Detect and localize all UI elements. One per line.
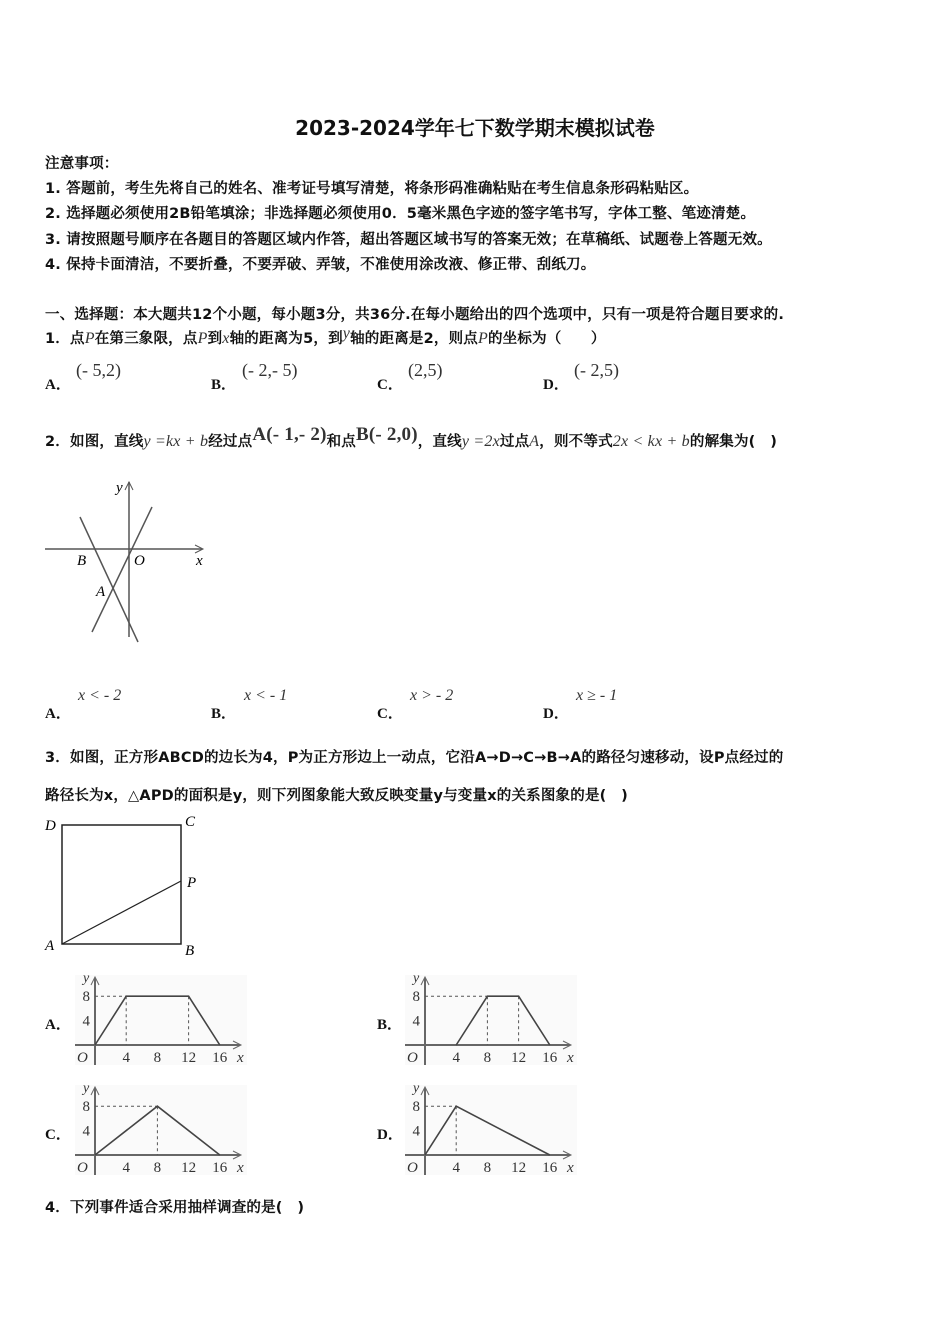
- question-1: 1．点P在第三象限，点P到x轴的距离为5，到y轴的距离是2，则点P的坐标为（ ）: [45, 325, 606, 347]
- graph-option-a[interactable]: [75, 970, 250, 1070]
- y-tick-label: 8: [412, 1099, 420, 1116]
- option-value: (- 2,- 5): [242, 360, 298, 380]
- y-tick-label: 4: [412, 1123, 420, 1140]
- option-value: x < - 1: [244, 687, 288, 704]
- option-value: x ≥ - 1: [576, 687, 618, 704]
- fig-label: x: [196, 553, 203, 569]
- y-axis-label: y: [413, 971, 420, 986]
- question-3-line2: 路径长为x，△APD的面积是y，则下列图象能大致反映变量y与变量x的关系图象的是( ): [45, 788, 628, 804]
- option-label: A．: [45, 1017, 71, 1033]
- fig-label: A: [96, 584, 106, 600]
- option-value: x > - 2: [410, 687, 454, 704]
- notes-heading: 注意事项：: [45, 156, 119, 172]
- y-tick-label: 4: [82, 1123, 90, 1140]
- q2-figure: [40, 472, 220, 647]
- y-tick-label: 4: [412, 1013, 420, 1030]
- option-value: (- 2,5): [574, 360, 619, 380]
- x-tick-label: 4: [122, 1160, 130, 1176]
- x-axis-label: x: [237, 1050, 244, 1066]
- option-value: (- 5,2): [76, 360, 121, 380]
- option-label: C．: [45, 1127, 71, 1143]
- exam-page: 2023-2024学年七下数学期末模拟试卷 注意事项： 1. 答题前，考生先将自己的姓名、准考证号填写清楚，将条形码准确粘贴在考生信息条形码粘贴区。 2. 选择题必须使用2B铅笔填涂；非选择题必须使用0．5毫米黑色字迹的签字笔书写，字体工整、笔迹清楚。 3. 请按照题号顺序在各题目的答题区域内作答，超出答题区域书写的答案无效；在草稿纸、试题卷上答题无效。 4. 保持卡面清洁，不要折叠，不要弄破、弄皱，不准使用涂改液、修正带、刮纸刀。 一、选择题：本大题共12个小题，每小题3分，共36分.在每小题给出的四个选项中，只有一项是符合题目要求的. 1．点P在第三象限，点P到x轴的距离为5，到y轴的距离是2，则点P的坐标为（ ） A． (- 5,2) B． (- 2,- 5) C． (2,5) D． (- 2,5) 2．如图，直线y =kx + b经过点A(- 1,- 2)和点B(- 2,0)，直线y =2x过点A，则不等式2x < kx + b的解集为( ) y B O x A A． x < - 2 B． x < - 1 C． x > - 2 D． x ≥ - 1 3．如图，正方形ABCD的边长为4，P为正方形边上一动点，它沿A→D→C→B→A的路径匀速移动，设P点经过的 路径长为x，△APD的面积是y，则下列图象能大致反映变量y与变量x的关系图象的是( ) D C P A B A． 4 8 12 16 4 8 O x y B． 4 8 12 16 4 8 O x y C． 4 8 12 16 4 8 O x y D． 4 8 12 16 4 8 O x y 4．下列事件适合采用抽样调查的是( ): [0, 0, 950, 1344]
- note-item: 2. 选择题必须使用2B铅笔填涂；非选择题必须使用0．5毫米黑色字迹的签字笔书写，字体工整、笔迹清楚。: [45, 206, 756, 222]
- fig-label: D: [45, 818, 56, 834]
- page-title: 2023-2024学年七下数学期末模拟试卷: [295, 116, 655, 140]
- option-label: D．: [377, 1127, 403, 1143]
- x-tick-label: 12: [511, 1050, 527, 1066]
- question-4: 4．下列事件适合采用抽样调查的是( ): [45, 1200, 305, 1216]
- y-tick-label: 8: [82, 989, 90, 1006]
- y-axis-label: y: [83, 1081, 90, 1096]
- x-tick-label: 4: [122, 1050, 130, 1066]
- y-axis-label: y: [83, 971, 90, 986]
- origin-label: O: [77, 1160, 88, 1176]
- x-tick-label: 16: [542, 1160, 558, 1176]
- graph-option-c[interactable]: [75, 1080, 250, 1180]
- x-tick-label: 8: [483, 1050, 492, 1066]
- x-axis-label: x: [567, 1160, 574, 1176]
- fig-label: C: [185, 814, 196, 830]
- x-tick-label: 8: [153, 1160, 162, 1176]
- origin-label: O: [407, 1160, 418, 1176]
- x-tick-label: 16: [212, 1160, 228, 1176]
- y-tick-label: 4: [82, 1013, 90, 1030]
- origin-label: O: [407, 1050, 418, 1066]
- x-tick-label: 8: [153, 1050, 162, 1066]
- option-value: x < - 2: [78, 687, 122, 704]
- fig-label: P: [187, 875, 197, 891]
- y-tick-label: 8: [82, 1099, 90, 1116]
- x-tick-label: 12: [181, 1050, 197, 1066]
- fig-label: y: [116, 480, 123, 496]
- fig-label: B: [77, 553, 87, 569]
- note-item: 4. 保持卡面清洁，不要折叠，不要弄破、弄皱，不准使用涂改液、修正带、刮纸刀。: [45, 257, 596, 273]
- question-2: 2．如图，直线y =kx + b经过点A(- 1,- 2)和点B(- 2,0)，直线y =2x过点A，则不等式2x < kx + b的解集为( ): [45, 424, 778, 450]
- question-3-line1: 3．如图，正方形ABCD的边长为4，P为正方形边上一动点，它沿A→D→C→B→A的路径匀速移动，设P点经过的: [45, 750, 784, 766]
- section-heading: 一、选择题：本大题共12个小题，每小题3分，共36分.在每小题给出的四个选项中，只有一项是符合题目要求的.: [45, 307, 785, 323]
- option-value: (2,5): [408, 360, 443, 380]
- fig-label: B: [185, 943, 195, 959]
- x-tick-label: 8: [483, 1160, 492, 1176]
- x-tick-label: 12: [181, 1160, 197, 1176]
- fig-label: A: [45, 938, 55, 954]
- fig-label: O: [134, 553, 145, 569]
- note-item: 1. 答题前，考生先将自己的姓名、准考证号填写清楚，将条形码准确粘贴在考生信息条形码粘贴区。: [45, 181, 699, 197]
- graph-option-d[interactable]: [405, 1080, 580, 1180]
- option-label: B．: [377, 1017, 403, 1033]
- x-axis-label: x: [237, 1160, 244, 1176]
- x-tick-label: 16: [542, 1050, 558, 1066]
- x-tick-label: 12: [511, 1160, 527, 1176]
- x-tick-label: 16: [212, 1050, 228, 1066]
- note-item: 3. 请按照题号顺序在各题目的答题区域内作答，超出答题区域书写的答案无效；在草稿纸、试题卷上答题无效。: [45, 232, 772, 248]
- y-tick-label: 8: [412, 989, 420, 1006]
- y-axis-label: y: [413, 1081, 420, 1096]
- x-tick-label: 4: [452, 1160, 460, 1176]
- x-axis-label: x: [567, 1050, 574, 1066]
- graph-option-b[interactable]: [405, 970, 580, 1070]
- q3-square-figure: [40, 810, 210, 960]
- origin-label: O: [77, 1050, 88, 1066]
- x-tick-label: 4: [452, 1050, 460, 1066]
